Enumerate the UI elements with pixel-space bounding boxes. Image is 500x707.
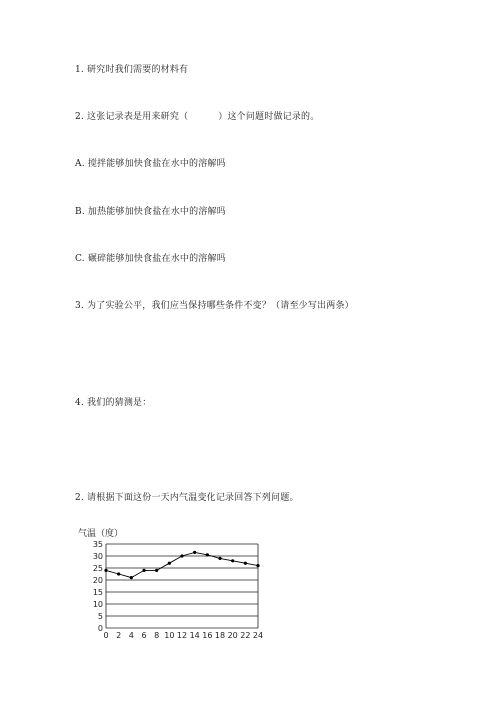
data-point (231, 559, 234, 562)
data-point (244, 562, 247, 565)
data-point (168, 562, 171, 565)
data-point (193, 551, 196, 554)
x-tick-label: 4 (128, 631, 134, 640)
data-point (206, 553, 209, 556)
x-tick-label: 10 (164, 631, 175, 640)
x-tick-label: 22 (240, 631, 251, 640)
question-3: 3. 为了实验公平，我们应当保持哪些条件不变？（请至少写出两条） (75, 301, 354, 311)
x-tick-label: 8 (154, 631, 160, 640)
data-point (130, 576, 133, 579)
y-tick-label: 30 (92, 552, 103, 561)
x-tick-label: 6 (141, 631, 147, 640)
question-2-suffix: ）这个问题时做记录的。 (218, 112, 320, 122)
data-point (142, 569, 145, 572)
question-2-prefix: 2. 这张记录表是用来研究（ (75, 112, 189, 122)
x-tick-label: 2 (116, 631, 122, 640)
question-2 (75, 109, 319, 122)
chart-series (104, 551, 259, 579)
question-4: 4. 我们的猜测是： (75, 398, 152, 408)
x-tick-label: 12 (176, 631, 188, 640)
data-point (104, 569, 107, 572)
y-tick-label: 20 (92, 576, 103, 585)
y-tick-label: 15 (92, 588, 103, 597)
y-tick-label: 10 (92, 600, 103, 609)
data-point (155, 569, 158, 572)
y-tick-label: 35 (92, 540, 103, 549)
x-tick-label: 14 (189, 631, 200, 640)
y-tick-label: 25 (92, 564, 103, 573)
option-c: C. 碾碎能够加快食盐在水中的溶解吗 (75, 254, 226, 264)
data-point (180, 554, 183, 557)
x-tick-label: 0 (103, 631, 109, 640)
x-tick-label: 16 (202, 631, 213, 640)
question-1: 1. 研究时我们需要的材料有 (75, 65, 189, 75)
data-point (218, 557, 221, 560)
x-tick-label: 20 (227, 631, 238, 640)
option-b: B. 加热能够加快食盐在水中的溶解吗 (75, 207, 226, 217)
y-tick-label: 5 (97, 612, 103, 621)
option-a: A. 搅拌能够加快食盐在水中的溶解吗 (75, 159, 226, 169)
y-tick-label: 0 (97, 624, 103, 633)
y-axis-label: 气温（度） (78, 529, 124, 539)
x-tick-label: 18 (214, 631, 226, 640)
data-point (117, 572, 120, 575)
question-5: 2. 请根据下面这份一天内气温变化记录回答下列问题。 (75, 493, 299, 503)
data-point (256, 564, 259, 567)
x-tick-label: 24 (252, 631, 264, 640)
chart-ticks (93, 540, 263, 640)
temperature-line-chart (74, 524, 274, 644)
